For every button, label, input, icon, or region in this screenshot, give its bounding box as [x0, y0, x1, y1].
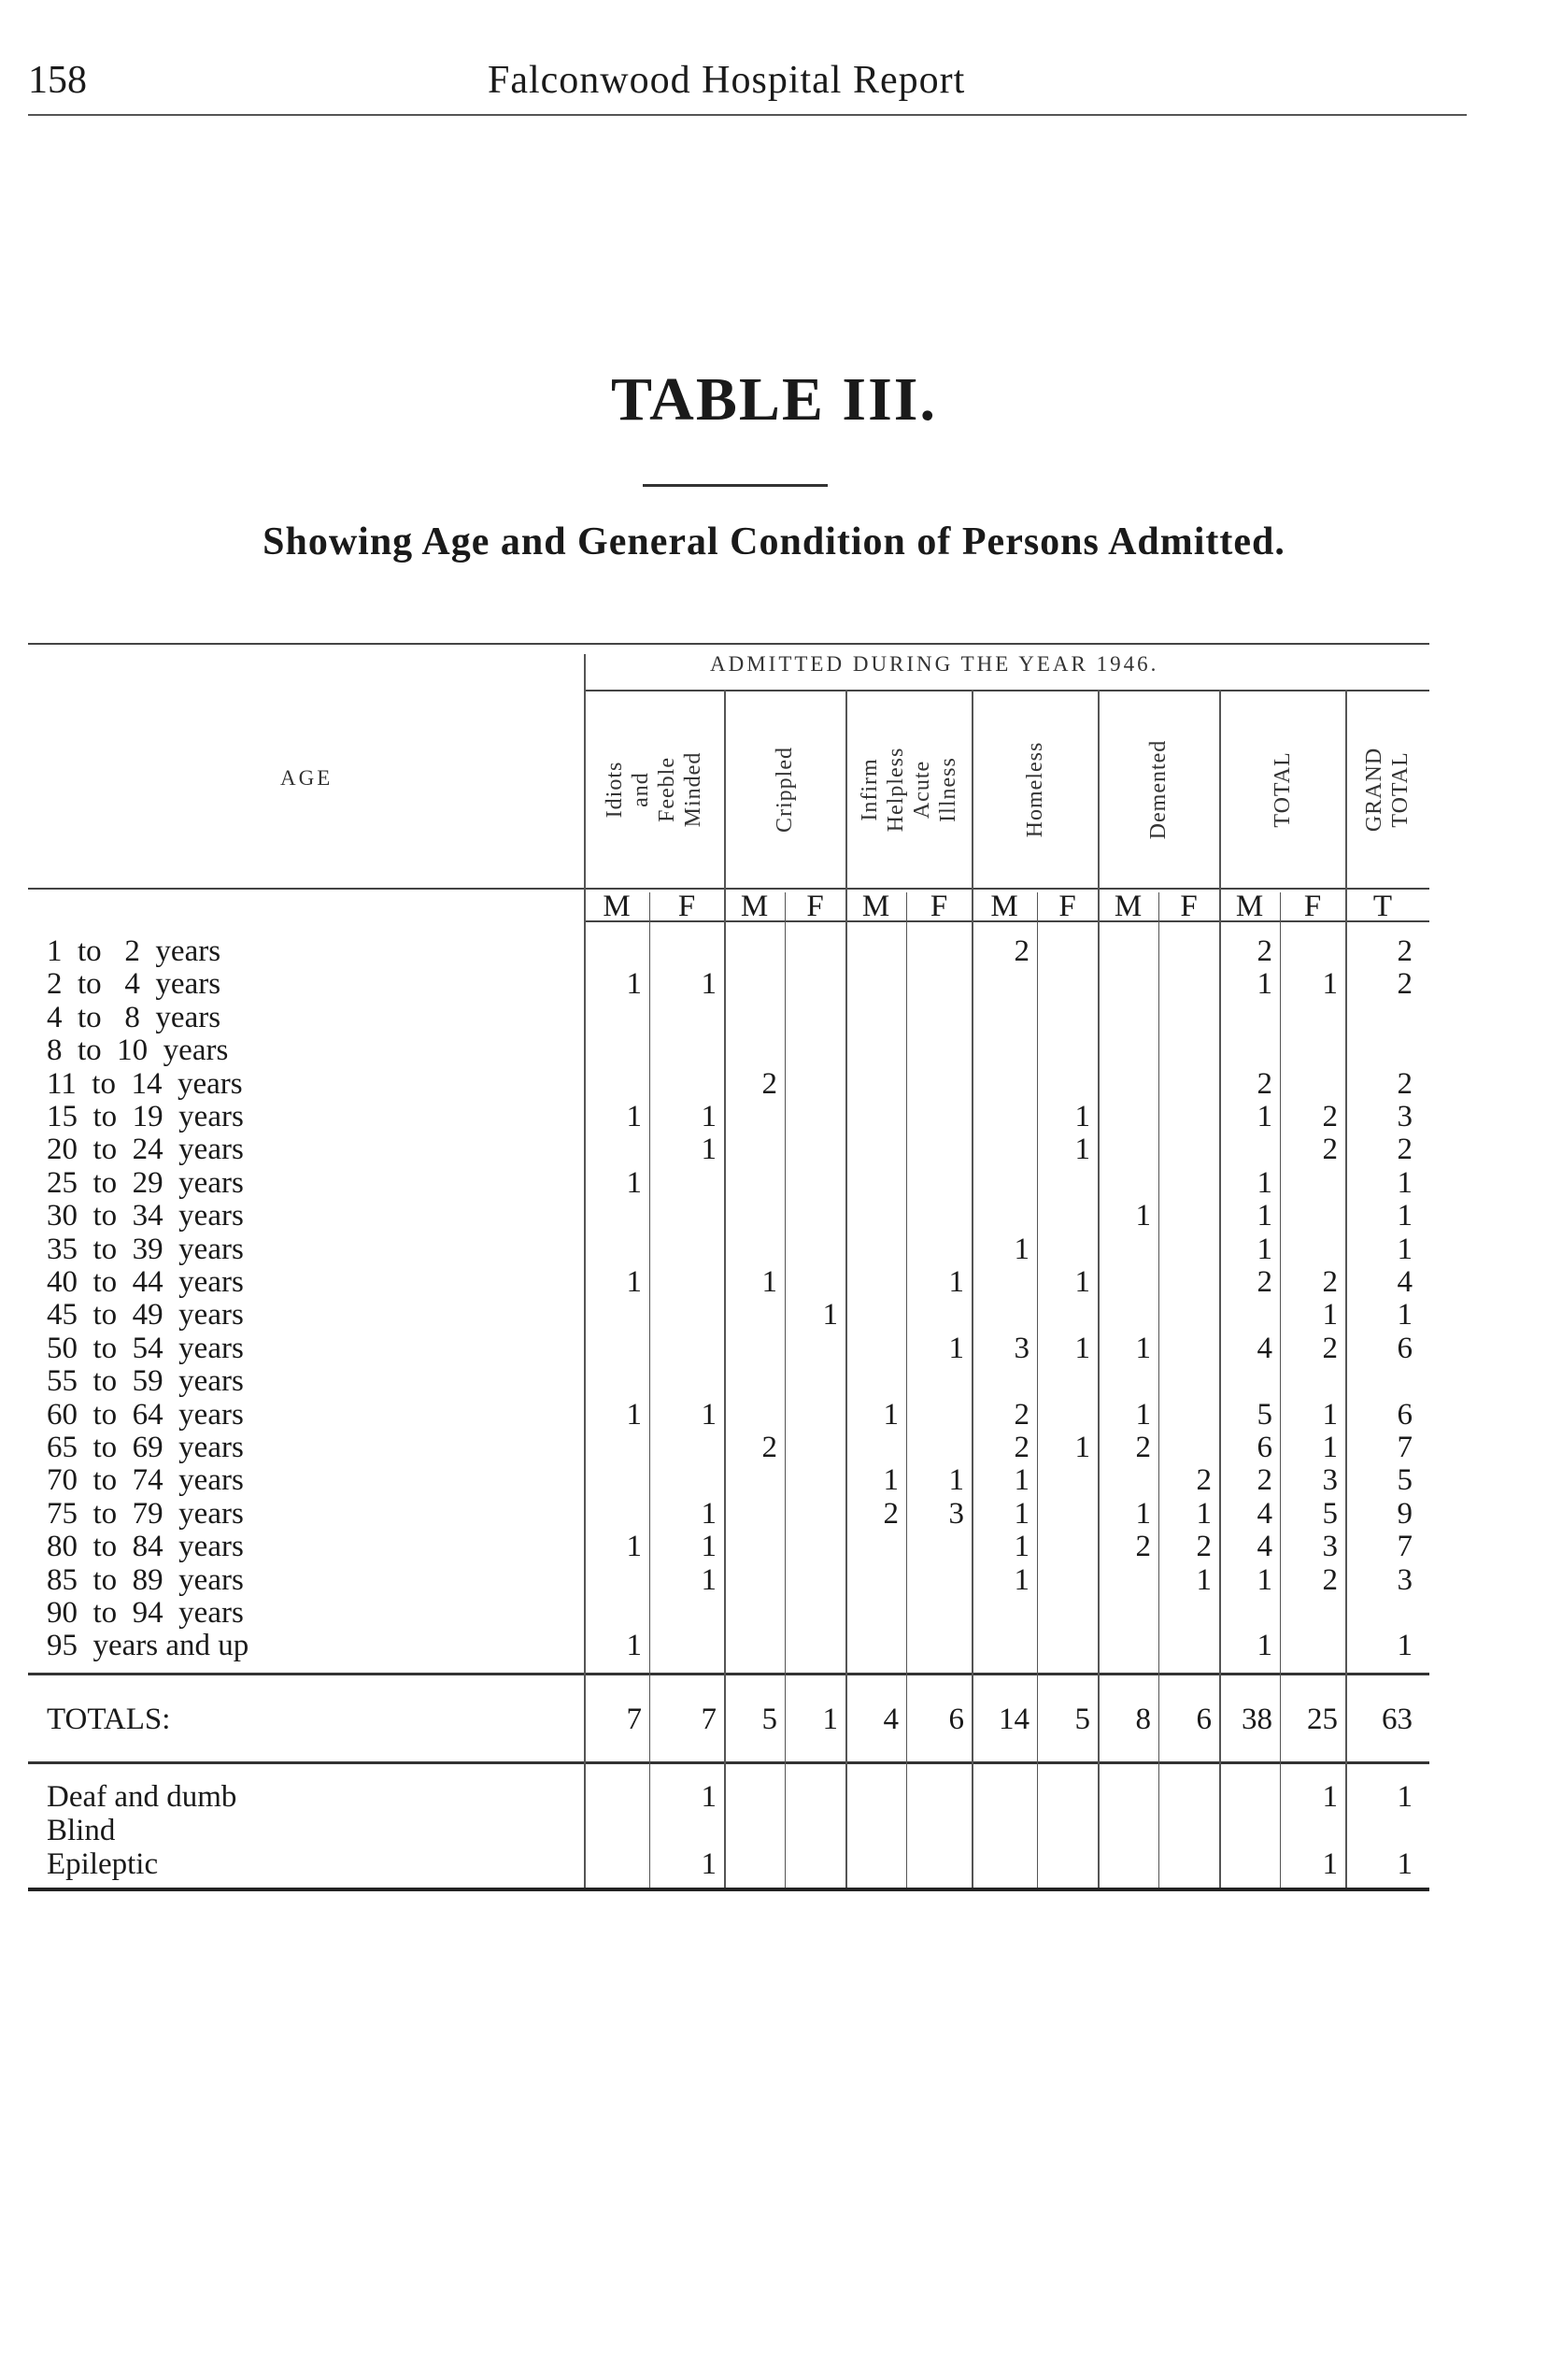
- row-label-text: Deaf and dumb: [47, 1780, 237, 1814]
- row-value: 2: [1014, 934, 1030, 968]
- row-value: 7: [701, 1703, 717, 1736]
- row-value: 2: [1397, 934, 1413, 968]
- row-value: 1: [1014, 1496, 1030, 1531]
- row-value: 1: [701, 1397, 717, 1432]
- row-value: 1: [626, 1397, 642, 1432]
- age-row-label: [47, 934, 220, 968]
- super-header-rule: [584, 690, 1429, 691]
- row-label-text: 85 to 89 years: [47, 1562, 244, 1597]
- sex-rule: [906, 892, 907, 1888]
- running-header: [28, 54, 1467, 116]
- row-value: 1: [948, 1463, 964, 1498]
- age-row-label: [47, 1563, 244, 1597]
- row-value: 1: [1397, 1780, 1413, 1814]
- top-rule: [28, 643, 1429, 645]
- row-value: 1: [1196, 1496, 1212, 1531]
- row-label-text: 35 to 39 years: [47, 1232, 244, 1266]
- age-header: AGE: [280, 766, 334, 790]
- row-label-text: 4 to 8 years: [47, 1000, 221, 1034]
- sex-header: F: [1303, 890, 1322, 923]
- row-value: 2: [761, 1431, 777, 1464]
- row-value: 1: [948, 1331, 964, 1365]
- row-value: 4: [1257, 1530, 1272, 1564]
- row-value: 1: [1135, 1496, 1151, 1531]
- group-header: Crippled: [773, 747, 797, 833]
- row-value: 1: [1257, 1629, 1272, 1663]
- row-value: 2: [1322, 1265, 1338, 1299]
- row-label-text: 8 to 10 years: [47, 1033, 229, 1068]
- row-label-text: 80 to 84 years: [47, 1530, 244, 1564]
- row-value: 1: [1014, 1232, 1030, 1266]
- title-rule: [643, 484, 828, 487]
- row-label-text: 1 to 2 years: [47, 934, 221, 968]
- row-value: 1: [1322, 1431, 1338, 1464]
- row-label-text: 11 to 14 years: [47, 1066, 243, 1101]
- group-header: Infirm Helpless Acute Illness: [857, 747, 960, 833]
- row-value: 5: [1397, 1463, 1413, 1498]
- age-row-label: [47, 1364, 244, 1398]
- row-value: 6: [1397, 1331, 1413, 1365]
- running-title: Falconwood Hospital Report: [488, 59, 966, 102]
- age-row-label: [47, 1067, 243, 1101]
- row-value: 14: [999, 1703, 1030, 1736]
- age-row-label: [47, 967, 220, 1001]
- sex-header: M: [603, 890, 631, 923]
- age-row-label: [47, 1001, 220, 1034]
- sex-header: M: [740, 890, 769, 923]
- row-value: 6: [948, 1703, 964, 1736]
- row-label-text: 2 to 4 years: [47, 967, 221, 1002]
- row-value: 2: [883, 1496, 899, 1531]
- row-value: 2: [1196, 1530, 1212, 1564]
- group-header: Demented: [1146, 739, 1171, 840]
- row-value: 2: [1257, 1265, 1272, 1299]
- sex-header: F: [806, 890, 824, 923]
- row-label-text: Epileptic: [47, 1847, 159, 1881]
- row-value: 1: [1397, 1298, 1413, 1333]
- row-value: 8: [1135, 1703, 1151, 1736]
- row-value: 1: [1397, 1232, 1413, 1266]
- row-value: 1: [701, 967, 717, 1002]
- group-header: TOTAL: [1270, 751, 1295, 828]
- sex-header: F: [930, 890, 948, 923]
- row-value: 1: [1257, 1562, 1272, 1597]
- sex-header: T: [1372, 890, 1393, 923]
- row-value: 38: [1242, 1703, 1272, 1736]
- age-row-label: [47, 1265, 244, 1299]
- row-value: 2: [1014, 1397, 1030, 1432]
- row-label-text: 75 to 79 years: [47, 1496, 244, 1531]
- row-value: 2: [1135, 1530, 1151, 1564]
- row-value: 1: [701, 1780, 717, 1814]
- row-value: 1: [626, 967, 642, 1002]
- row-value: 1: [1135, 1331, 1151, 1365]
- row-value: 6: [1397, 1397, 1413, 1432]
- row-value: 5: [1074, 1703, 1090, 1736]
- bottom-rule: [28, 1888, 1429, 1891]
- row-value: 1: [1322, 1298, 1338, 1333]
- row-label-text: 65 to 69 years: [47, 1431, 244, 1464]
- row-value: 1: [1014, 1463, 1030, 1498]
- row-value: 1: [822, 1703, 838, 1736]
- row-value: 1: [1257, 1100, 1272, 1133]
- row-value: 1: [1322, 1780, 1338, 1814]
- row-value: 7: [626, 1703, 642, 1736]
- row-value: 1: [1257, 1199, 1272, 1233]
- row-value: 2: [1322, 1133, 1338, 1167]
- row-value: 63: [1382, 1703, 1413, 1736]
- group-header: GRAND TOTAL: [1362, 747, 1413, 833]
- group-header: Homeless: [1022, 741, 1047, 838]
- row-label-text: 30 to 34 years: [47, 1199, 244, 1233]
- row-value: 3: [1014, 1331, 1030, 1365]
- age-row-label: [47, 1298, 244, 1332]
- row-value: 1: [626, 1629, 642, 1663]
- row-label-text: 55 to 59 years: [47, 1364, 244, 1399]
- row-value: 1: [1135, 1397, 1151, 1432]
- row-value: 3: [1322, 1530, 1338, 1564]
- sex-rule: [1037, 892, 1038, 1888]
- row-value: 1: [701, 1562, 717, 1597]
- row-value: 1: [1196, 1562, 1212, 1597]
- age-row-label: [47, 1431, 244, 1464]
- sex-header: M: [990, 890, 1018, 923]
- super-header: ADMITTED DURING THE YEAR 1946.: [710, 652, 1159, 676]
- age-row-label: [47, 1033, 228, 1067]
- row-value: 5: [1257, 1397, 1272, 1432]
- row-value: 5: [1322, 1496, 1338, 1531]
- row-value: 1: [626, 1165, 642, 1200]
- row-value: 1: [1397, 1847, 1413, 1881]
- age-row-label: [47, 1530, 244, 1563]
- sex-rule: [1280, 892, 1281, 1888]
- row-value: 1: [626, 1530, 642, 1564]
- row-value: 1: [626, 1100, 642, 1133]
- row-value: 1: [701, 1496, 717, 1531]
- row-value: 1: [1257, 1165, 1272, 1200]
- row-label-text: 15 to 19 years: [47, 1100, 244, 1133]
- age-row-label: [47, 1233, 244, 1266]
- age-row-label: [47, 1199, 244, 1233]
- row-value: 2: [1322, 1331, 1338, 1365]
- row-value: 1: [948, 1265, 964, 1299]
- sex-header: M: [1235, 890, 1264, 923]
- sex-rule: [785, 892, 786, 1888]
- row-value: 2: [761, 1066, 777, 1101]
- row-label-text: 20 to 24 years: [47, 1133, 244, 1167]
- row-value: 4: [883, 1703, 899, 1736]
- sex-rule: [1158, 892, 1159, 1888]
- row-value: 4: [1257, 1496, 1272, 1531]
- row-value: 1: [1074, 1265, 1090, 1299]
- sex-header: F: [1058, 890, 1076, 923]
- row-label-text: 45 to 49 years: [47, 1298, 244, 1333]
- row-label-text: 60 to 64 years: [47, 1397, 244, 1432]
- row-value: 3: [948, 1496, 964, 1531]
- sex-header: M: [1114, 890, 1143, 923]
- row-value: 2: [1257, 934, 1272, 968]
- sex-header: F: [1180, 890, 1198, 923]
- table-subtitle: Showing Age and General Condition of Persons Admitted.: [263, 520, 1285, 563]
- row-value: 3: [1322, 1463, 1338, 1498]
- row-value: 1: [1135, 1199, 1151, 1233]
- row-label-text: 95 years and up: [47, 1629, 249, 1663]
- row-value: 1: [1322, 1847, 1338, 1881]
- row-label-text: 90 to 94 years: [47, 1596, 244, 1630]
- sex-header: F: [677, 890, 696, 923]
- row-value: 1: [1257, 967, 1272, 1002]
- row-value: 1: [1074, 1431, 1090, 1464]
- row-value: 1: [822, 1298, 838, 1333]
- row-value: 6: [1196, 1703, 1212, 1736]
- row-value: 1: [1397, 1165, 1413, 1200]
- age-row-label: [47, 1133, 244, 1166]
- row-value: 1: [1322, 967, 1338, 1002]
- group-header: Idiots and Feeble Minded: [603, 751, 705, 828]
- row-value: 1: [1257, 1232, 1272, 1266]
- row-value: 1: [701, 1133, 717, 1167]
- row-value: 4: [1397, 1265, 1413, 1299]
- row-value: 3: [1397, 1100, 1413, 1133]
- row-value: 1: [1014, 1530, 1030, 1564]
- age-row-label: [47, 1398, 244, 1432]
- age-row-label: [47, 1629, 249, 1662]
- row-value: 2: [1322, 1562, 1338, 1597]
- row-value: 2: [1257, 1066, 1272, 1101]
- row-value: 1: [883, 1397, 899, 1432]
- totals-label: [47, 1703, 170, 1736]
- row-value: 2: [1322, 1100, 1338, 1133]
- row-label-text: TOTALS:: [47, 1703, 171, 1736]
- condition-row-label: [47, 1780, 236, 1814]
- age-row-label: [47, 1332, 244, 1365]
- page-number: 158: [28, 59, 87, 102]
- row-value: 1: [1074, 1100, 1090, 1133]
- age-row-label: [47, 1497, 244, 1531]
- row-value: 1: [1074, 1331, 1090, 1365]
- age-row-label: [47, 1596, 244, 1630]
- row-value: 1: [701, 1100, 717, 1133]
- sex-rule: [649, 892, 650, 1888]
- row-value: 4: [1257, 1331, 1272, 1365]
- row-value: 1: [1397, 1629, 1413, 1663]
- row-value: 2: [1196, 1463, 1212, 1498]
- age-row-label: [47, 1100, 244, 1133]
- row-value: 25: [1307, 1703, 1338, 1736]
- condition-row-label: [47, 1814, 115, 1847]
- row-value: 2: [1257, 1463, 1272, 1498]
- row-value: 1: [1074, 1133, 1090, 1167]
- row-value: 2: [1014, 1431, 1030, 1464]
- sex-header: M: [861, 890, 890, 923]
- row-value: 2: [1135, 1431, 1151, 1464]
- row-value: 1: [761, 1265, 777, 1299]
- row-value: 1: [1397, 1199, 1413, 1233]
- row-value: 1: [1014, 1562, 1030, 1597]
- age-row-label: [47, 1463, 244, 1497]
- row-value: 5: [761, 1703, 777, 1736]
- row-value: 1: [626, 1265, 642, 1299]
- row-label-text: 40 to 44 years: [47, 1265, 244, 1299]
- row-value: 7: [1397, 1431, 1413, 1464]
- row-value: 1: [701, 1847, 717, 1881]
- row-label-text: Blind: [47, 1814, 116, 1847]
- row-value: 6: [1257, 1431, 1272, 1464]
- row-value: 1: [883, 1463, 899, 1498]
- row-value: 1: [1322, 1397, 1338, 1432]
- row-label-text: 25 to 29 years: [47, 1165, 244, 1200]
- table-title: TABLE III.: [611, 365, 937, 434]
- row-value: 3: [1397, 1562, 1413, 1597]
- row-value: 2: [1397, 1133, 1413, 1167]
- row-label-text: 50 to 54 years: [47, 1331, 244, 1365]
- age-row-label: [47, 1166, 244, 1200]
- condition-row-label: [47, 1847, 158, 1881]
- row-label-text: 70 to 74 years: [47, 1463, 244, 1498]
- row-value: 1: [701, 1530, 717, 1564]
- row-value: 9: [1397, 1496, 1413, 1531]
- row-value: 2: [1397, 967, 1413, 1002]
- row-value: 2: [1397, 1066, 1413, 1101]
- row-value: 7: [1397, 1530, 1413, 1564]
